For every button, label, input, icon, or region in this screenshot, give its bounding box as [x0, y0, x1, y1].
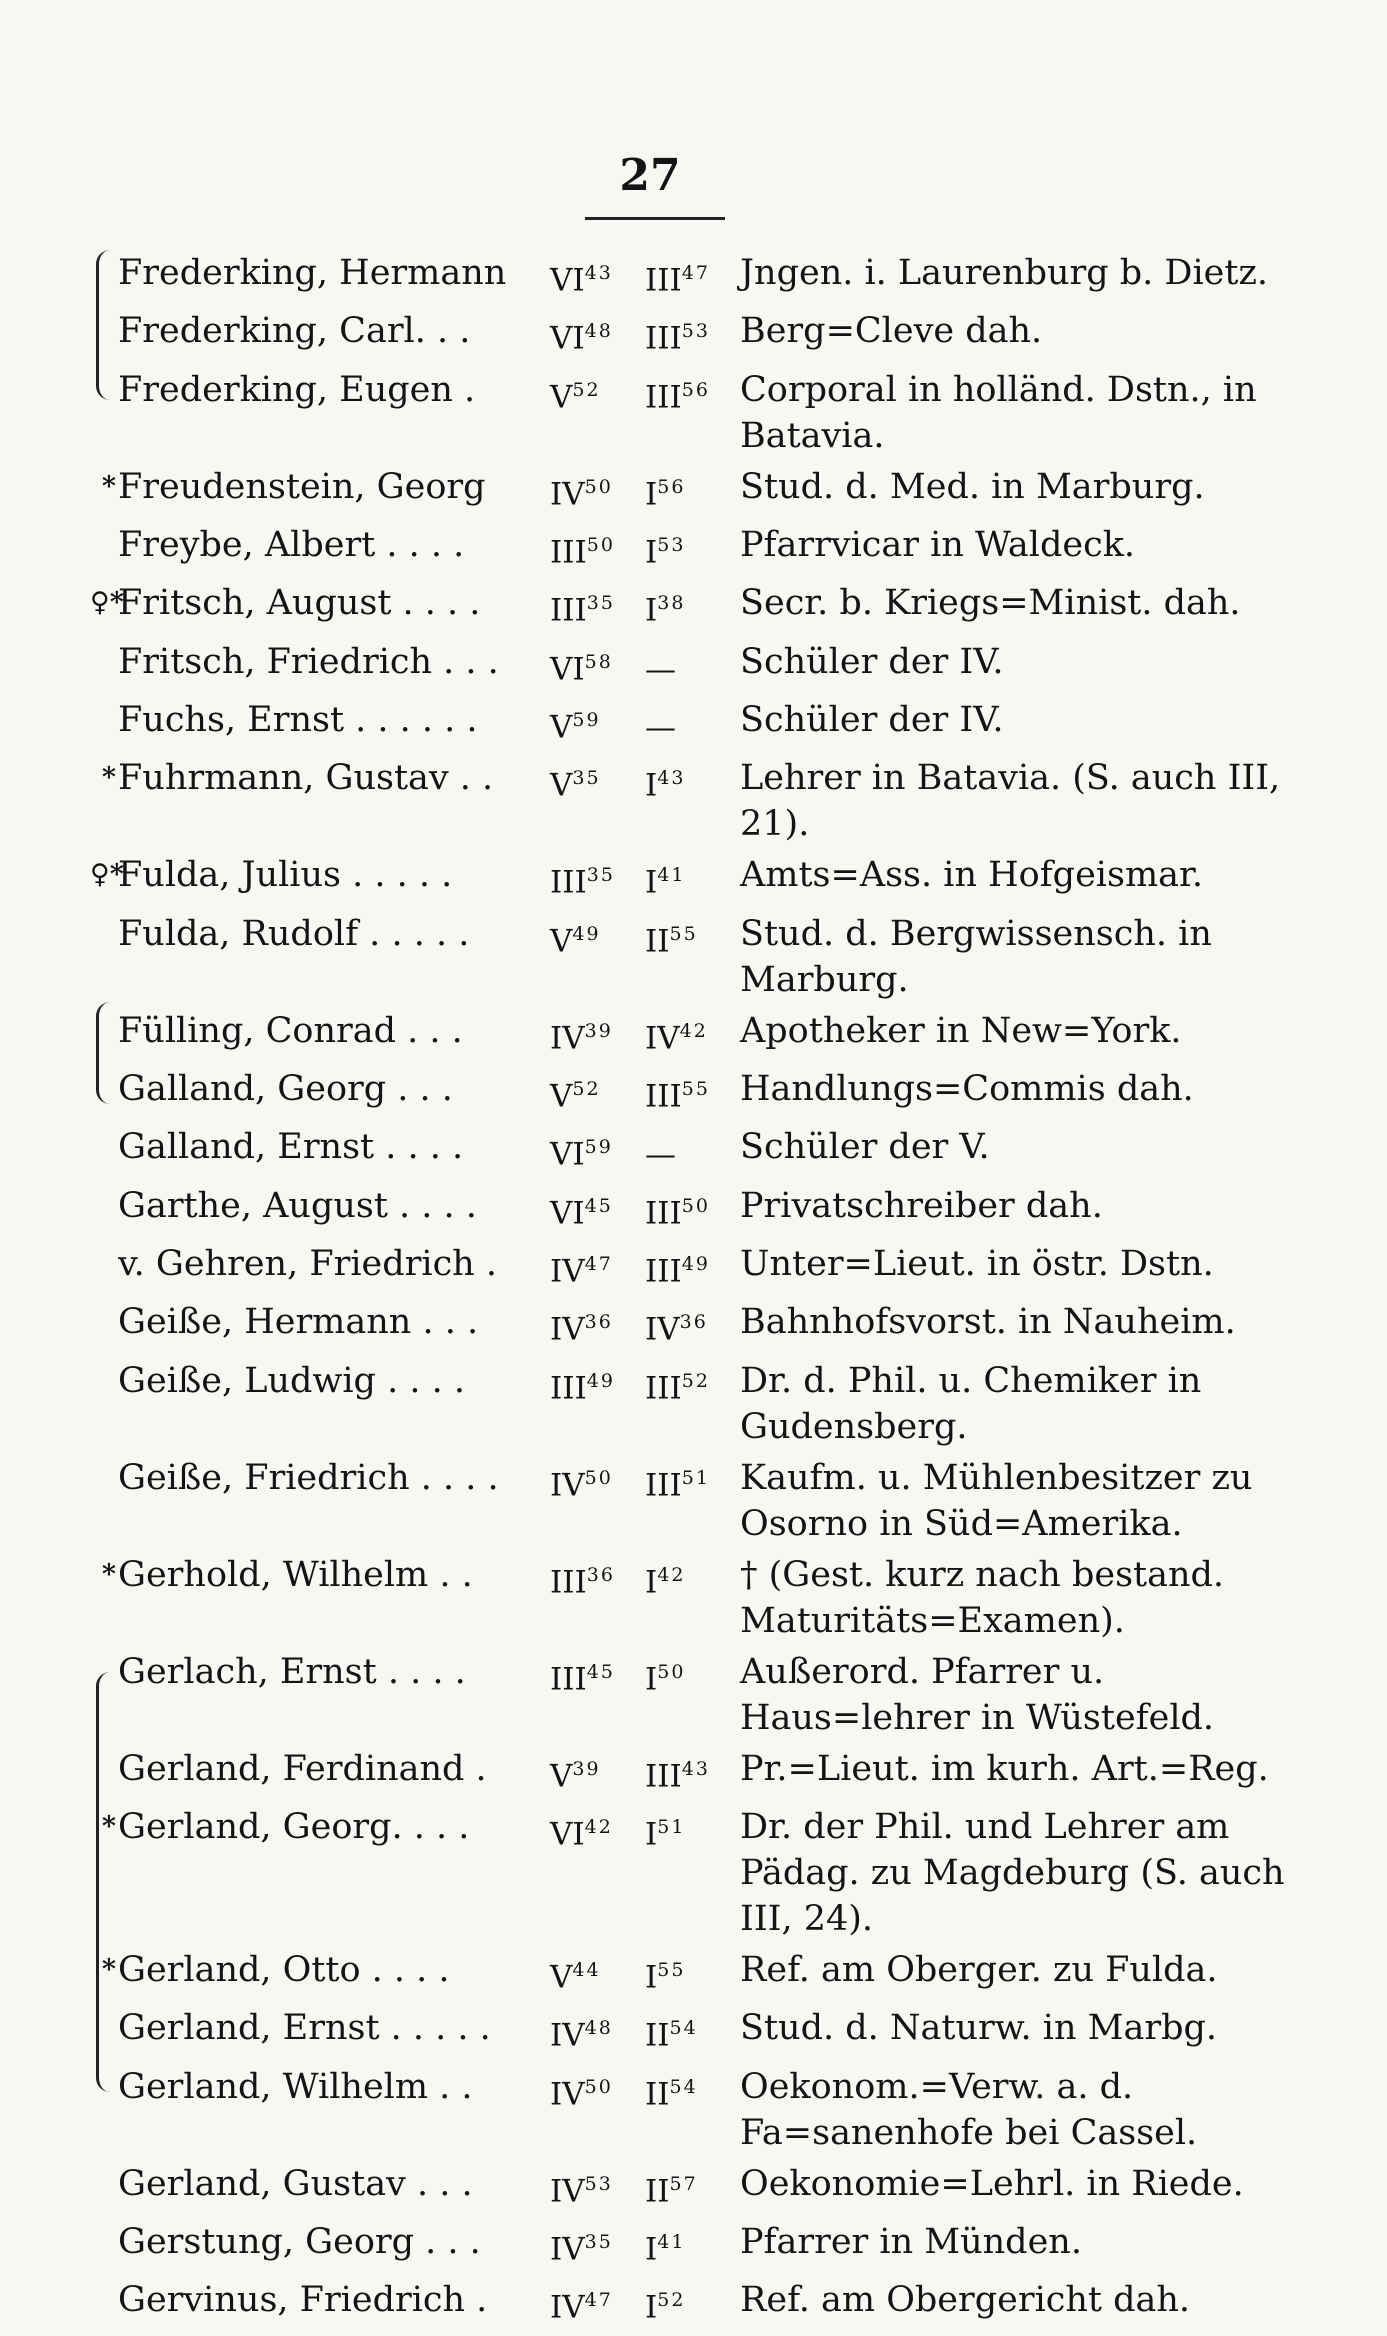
- register-entry: [90, 2277, 1330, 2330]
- student-status: † (Gest. kurz nach bestand. Maturitäts=Examen).: [740, 1554, 1225, 1641]
- register-entry: [90, 2219, 1330, 2272]
- exit-class: [645, 2005, 740, 2058]
- entry-class-label: VI: [550, 1194, 585, 1231]
- entry-class: [550, 852, 645, 905]
- student-status: Lehrer in Batavia. (S. auch III, 21).: [740, 758, 1281, 845]
- register-entry: [90, 580, 1330, 633]
- exit-class-year: 38: [657, 592, 686, 615]
- entry-class-label: V: [550, 709, 573, 746]
- entry-class: [550, 1299, 645, 1352]
- student-status: Schüler der V.: [740, 1127, 990, 1168]
- entry-class-year: 45: [584, 1194, 613, 1217]
- student-name: Galland, Georg . . .: [118, 1068, 453, 1109]
- entry-class: [550, 1241, 645, 1294]
- entry-class-label: IV: [550, 1253, 585, 1290]
- exit-class-label: I: [645, 2289, 658, 2326]
- entry-marker: *: [101, 470, 116, 502]
- exit-class-label: III: [645, 320, 682, 357]
- exit-class-label: II: [645, 2017, 670, 2054]
- exit-class: [645, 308, 740, 361]
- exit-class-label: III: [645, 1078, 682, 1115]
- exit-class: [645, 2064, 740, 2117]
- exit-class-label: III: [645, 1757, 682, 1794]
- student-status: Schüler der IV.: [740, 699, 1004, 740]
- exit-class: [645, 250, 740, 303]
- student-name: Geiße, Friedrich . . . .: [118, 1457, 499, 1498]
- student-status: Stud. d. Bergwissensch. in Marburg.: [740, 913, 1212, 1000]
- register-entry: [90, 1649, 1330, 1741]
- student-status: Bahnhofsvorst. in Nauheim.: [740, 1302, 1236, 1343]
- exit-class-label: I: [645, 1563, 658, 1600]
- exit-class-year: 55: [669, 922, 698, 945]
- entry-class-label: V: [550, 1959, 573, 1996]
- entry-class-label: IV: [550, 2289, 585, 2326]
- entry-marker: *: [101, 1558, 116, 1590]
- entry-marker: *: [101, 762, 116, 794]
- register-entry: [90, 852, 1330, 905]
- exit-class: [645, 1066, 740, 1119]
- exit-class: [645, 1299, 740, 1352]
- exit-class-label: I: [645, 534, 658, 571]
- exit-class: [645, 580, 740, 633]
- entry-class-year: 47: [584, 2289, 613, 2312]
- student-status: Ref. am Obergericht dah.: [740, 2280, 1191, 2321]
- entry-class-label: VI: [550, 1136, 585, 1173]
- student-name: v. Gehren, Friedrich .: [118, 1243, 497, 1284]
- student-status: Außerord. Pfarrer u. Haus=lehrer in Wüstefeld.: [740, 1651, 1215, 1738]
- student-status: Dr. der Phil. und Lehrer am Pädag. zu Magdeburg (S. auch III, 24).: [740, 1806, 1285, 1939]
- exit-class-label: III: [645, 378, 682, 415]
- register-entry: [90, 367, 1330, 459]
- exit-class-label: III: [645, 1253, 682, 1290]
- entry-class-label: IV: [550, 1019, 585, 1056]
- exit-class-year: 55: [681, 1077, 710, 1100]
- register-entry: [90, 697, 1330, 750]
- register-entry: [90, 2005, 1330, 2058]
- student-status: Amts=Ass. in Hofgeismar.: [740, 855, 1204, 896]
- entry-class-label: VI: [550, 650, 585, 687]
- entry-class: [550, 2277, 645, 2330]
- register-entry: [90, 250, 1330, 303]
- entry-class-year: 52: [572, 378, 601, 401]
- page-number: 27: [619, 150, 681, 201]
- exit-class-year: 54: [669, 2017, 698, 2040]
- exit-class-label: I: [645, 475, 658, 512]
- exit-class: [645, 1552, 740, 1605]
- entry-class-label: IV: [550, 2017, 585, 2054]
- entry-marker: ♀*: [90, 587, 124, 619]
- exit-class-label: I: [645, 592, 658, 629]
- entry-class-year: 48: [584, 2017, 613, 2040]
- entry-class-label: VI: [550, 1816, 585, 1853]
- exit-class-year: 42: [679, 1019, 708, 1042]
- entry-class-year: 53: [584, 2172, 613, 2195]
- entry-class-year: 45: [586, 1660, 615, 1683]
- student-name: Frederking, Carl. . .: [118, 311, 471, 352]
- exit-class: [645, 1183, 740, 1236]
- student-status: Oekonom.=Verw. a. d. Fa=sanenhofe bei Cassel.: [740, 2066, 1198, 2153]
- student-status: Kaufm. u. Mühlenbesitzer zu Osorno in Süd=Amerika.: [740, 1457, 1253, 1544]
- exit-class-label: I: [645, 1959, 658, 1996]
- exit-class-year: 55: [657, 1958, 686, 1981]
- register-entry: [90, 464, 1330, 517]
- exit-class-year: 41: [657, 864, 686, 887]
- exit-class: [645, 1804, 740, 1857]
- entry-class-label: III: [550, 864, 587, 901]
- entry-class: [550, 1124, 645, 1177]
- entry-class: [550, 2219, 645, 2272]
- student-name: Gerland, Wilhelm . .: [118, 2066, 473, 2107]
- entry-class-year: 36: [584, 1311, 613, 1334]
- exit-class-label: I: [645, 1660, 658, 1697]
- exit-class-year: 42: [657, 1563, 686, 1586]
- student-name: Galland, Ernst . . . .: [118, 1127, 464, 1168]
- exit-class: [645, 2161, 740, 2214]
- exit-class: [645, 755, 740, 808]
- student-status: Handlungs=Commis dah.: [740, 1068, 1194, 1109]
- entry-class-label: V: [550, 767, 573, 804]
- student-status: Pfarrvicar in Waldeck.: [740, 524, 1136, 565]
- entry-class-year: 44: [572, 1958, 601, 1981]
- exit-class: [645, 1241, 740, 1294]
- exit-class-year: 41: [657, 2230, 686, 2253]
- student-name: Geiße, Ludwig . . . .: [118, 1360, 465, 1401]
- entry-class-year: 49: [586, 1369, 615, 1392]
- student-status: Schüler der IV.: [740, 641, 1004, 682]
- register-entry: [90, 1804, 1330, 1942]
- register-entry: [90, 1947, 1330, 2000]
- entry-class-label: V: [550, 1078, 573, 1115]
- entry-class: [550, 522, 645, 575]
- student-name: Freudenstein, Georg: [118, 466, 486, 507]
- entry-class-year: 59: [572, 708, 601, 731]
- student-name: Frederking, Hermann: [118, 253, 507, 293]
- entry-class: [550, 308, 645, 361]
- entry-class-year: 50: [584, 2075, 613, 2098]
- entry-class-label: V: [550, 922, 573, 959]
- exit-class: [645, 1124, 740, 1177]
- register-entry: [90, 639, 1330, 692]
- entry-class-year: 47: [584, 1252, 613, 1275]
- exit-class-label: —: [645, 650, 676, 687]
- entry-class: [550, 1746, 645, 1799]
- exit-class-label: III: [645, 1194, 682, 1231]
- entry-class: [550, 911, 645, 964]
- student-name: Gerhold, Wilhelm . .: [118, 1554, 473, 1595]
- exit-class: [645, 2277, 740, 2330]
- entry-class-label: IV: [550, 475, 585, 512]
- entry-class: [550, 2005, 645, 2058]
- entry-class-label: III: [550, 1369, 587, 1406]
- exit-class: [645, 367, 740, 420]
- student-name: Gerland, Ernst . . . . .: [118, 2008, 491, 2049]
- register-entry: [90, 911, 1330, 1003]
- entry-marker: ♀*: [90, 859, 124, 891]
- student-status: Unter=Lieut. in östr. Dstn.: [740, 1243, 1214, 1284]
- exit-class-label: III: [645, 262, 682, 299]
- exit-class: [645, 1746, 740, 1799]
- exit-class-year: 50: [681, 1194, 710, 1217]
- entry-class: [550, 2161, 645, 2214]
- entry-class-label: III: [550, 1660, 587, 1697]
- entry-class-label: V: [550, 1757, 573, 1794]
- register-entry: [90, 1008, 1330, 1061]
- student-name: Fulda, Julius . . . . .: [118, 855, 453, 896]
- entry-class: [550, 464, 645, 517]
- entry-class: [550, 1358, 645, 1411]
- student-status: Privatschreiber dah.: [740, 1185, 1103, 1226]
- entry-class-year: 50: [586, 533, 615, 556]
- entry-class-year: 39: [572, 1757, 601, 1780]
- exit-class-year: 53: [657, 533, 686, 556]
- page-number-rule: [585, 217, 725, 220]
- student-name: Fülling, Conrad . . .: [118, 1010, 463, 1051]
- exit-class-label: I: [645, 2231, 658, 2268]
- exit-class-label: II: [645, 2172, 670, 2209]
- exit-class-year: 43: [657, 767, 686, 790]
- entry-class: [550, 250, 645, 303]
- student-name: Gerland, Otto . . . .: [118, 1949, 450, 1990]
- exit-class-year: 52: [657, 2289, 686, 2312]
- student-register: [90, 250, 1330, 2336]
- student-name: Fuchs, Ernst . . . . . .: [118, 699, 478, 740]
- entry-class-year: 42: [584, 1815, 613, 1838]
- entry-class: [550, 1947, 645, 2000]
- entry-class-year: 52: [572, 1077, 601, 1100]
- register-entry: [90, 1299, 1330, 1352]
- student-name: Gervinus, Friedrich .: [118, 2280, 488, 2321]
- exit-class: [645, 697, 740, 750]
- entry-class-year: 59: [584, 1136, 613, 1159]
- entry-class-label: III: [550, 534, 587, 571]
- student-name: Gerland, Ferdinand .: [118, 1748, 487, 1789]
- student-name: Gerland, Gustav . . .: [118, 2163, 473, 2204]
- exit-class-year: 57: [669, 2172, 698, 2195]
- exit-class: [645, 1358, 740, 1411]
- exit-class: [645, 1455, 740, 1508]
- entry-marker: *: [101, 1810, 116, 1842]
- register-entry: [90, 1183, 1330, 1236]
- entry-class-year: 48: [584, 320, 613, 343]
- register-entry: [90, 755, 1330, 847]
- exit-class-label: I: [645, 1816, 658, 1853]
- student-status: Ref. am Oberger. zu Fulda.: [740, 1949, 1218, 1990]
- exit-class-label: IV: [645, 1019, 680, 1056]
- entry-class: [550, 1066, 645, 1119]
- exit-class-label: III: [645, 1369, 682, 1406]
- exit-class-label: II: [645, 2075, 670, 2112]
- student-name: Fritsch, Friedrich . . .: [118, 641, 499, 682]
- student-name: Fuhrmann, Gustav . .: [118, 758, 494, 799]
- student-name: Fulda, Rudolf . . . . .: [118, 913, 470, 954]
- entry-class-label: V: [550, 378, 573, 415]
- student-status: Pfarrer in Münden.: [740, 2221, 1082, 2262]
- exit-class-label: III: [645, 1466, 682, 1503]
- entry-class-label: IV: [550, 1466, 585, 1503]
- exit-class: [645, 464, 740, 517]
- exit-class-year: 51: [681, 1466, 710, 1489]
- entry-class: [550, 580, 645, 633]
- student-name: Freybe, Albert . . . .: [118, 524, 465, 565]
- student-status: Stud. d. Naturw. in Marbg.: [740, 2008, 1218, 2049]
- exit-class-year: 36: [679, 1311, 708, 1334]
- entry-class: [550, 1183, 645, 1236]
- student-name: Gerlach, Ernst . . . .: [118, 1651, 466, 1692]
- entry-class: [550, 1455, 645, 1508]
- entry-class-year: 35: [572, 767, 601, 790]
- exit-class-year: 54: [669, 2075, 698, 2098]
- student-status: Jngen. i. Laurenburg b. Dietz.: [740, 253, 1269, 293]
- exit-class-year: 50: [657, 1660, 686, 1683]
- entry-class-year: 43: [584, 262, 613, 284]
- entry-class-year: 49: [572, 922, 601, 945]
- student-status: Stud. d. Med. in Marburg.: [740, 466, 1205, 507]
- register-entry: [90, 1066, 1330, 1119]
- entry-class: [550, 2064, 645, 2117]
- exit-class-label: —: [645, 709, 676, 746]
- register-entry: [90, 1241, 1330, 1294]
- entry-class-label: III: [550, 592, 587, 629]
- entry-class-label: IV: [550, 2172, 585, 2209]
- entry-class-label: III: [550, 1563, 587, 1600]
- student-status: Apotheker in New=York.: [740, 1010, 1182, 1051]
- exit-class: [645, 1008, 740, 1061]
- student-status: Dr. d. Phil. u. Chemiker in Gudensberg.: [740, 1360, 1202, 1447]
- exit-class-label: II: [645, 922, 670, 959]
- exit-class-year: 56: [657, 475, 686, 498]
- exit-class: [645, 852, 740, 905]
- register-entry: [90, 1124, 1330, 1177]
- register-entry: [90, 2064, 1330, 2156]
- entry-class-label: VI: [550, 320, 585, 357]
- exit-class: [645, 522, 740, 575]
- entry-class: [550, 697, 645, 750]
- register-entry: [90, 308, 1330, 361]
- exit-class-year: 53: [681, 320, 710, 343]
- entry-class: [550, 755, 645, 808]
- entry-class-label: VI: [550, 262, 585, 299]
- entry-class: [550, 1008, 645, 1061]
- student-name: Frederking, Eugen .: [118, 369, 476, 410]
- exit-class: [645, 639, 740, 692]
- entry-class: [550, 1552, 645, 1605]
- entry-class-year: 58: [584, 650, 613, 673]
- exit-class-label: —: [645, 1136, 676, 1173]
- exit-class-label: IV: [645, 1311, 680, 1348]
- student-status: Secr. b. Kriegs=Minist. dah.: [740, 583, 1241, 624]
- student-status: Berg=Cleve dah.: [740, 311, 1043, 352]
- entry-class: [550, 639, 645, 692]
- entry-class-year: 35: [584, 2230, 613, 2253]
- student-name: Garthe, August . . . .: [118, 1185, 477, 1226]
- entry-class: [550, 367, 645, 420]
- exit-class-year: 49: [681, 1252, 710, 1275]
- entry-class-year: 35: [586, 864, 615, 887]
- student-name: Fritsch, August . . . .: [118, 583, 481, 624]
- student-name: Geiße, Hermann . . .: [118, 1302, 479, 1343]
- register-entry: [90, 1358, 1330, 1450]
- exit-class-year: 43: [681, 1757, 710, 1780]
- entry-class-year: 36: [586, 1563, 615, 1586]
- student-name: Gerland, Georg. . . .: [118, 1806, 470, 1847]
- exit-class-year: 47: [681, 262, 710, 284]
- entry-class-label: IV: [550, 2075, 585, 2112]
- exit-class-label: I: [645, 767, 658, 804]
- exit-class: [645, 911, 740, 964]
- student-status: Oekonomie=Lehrl. in Riede.: [740, 2163, 1244, 2204]
- exit-class: [645, 1947, 740, 2000]
- register-entry: [90, 1455, 1330, 1547]
- student-status: Pr.=Lieut. im kurh. Art.=Reg.: [740, 1748, 1269, 1789]
- entry-class-year: 39: [584, 1019, 613, 1042]
- entry-class-label: IV: [550, 1311, 585, 1348]
- entry-class-year: 35: [586, 592, 615, 615]
- entry-class-year: 50: [584, 475, 613, 498]
- student-name: Gerstung, Georg . . .: [118, 2221, 481, 2262]
- entry-class: [550, 1804, 645, 1857]
- exit-class-year: 56: [681, 378, 710, 401]
- entry-class-label: IV: [550, 2231, 585, 2268]
- exit-class-label: I: [645, 864, 658, 901]
- register-entry: [90, 2161, 1330, 2214]
- exit-class-year: 51: [657, 1815, 686, 1838]
- entry-marker: *: [101, 1953, 116, 1985]
- student-status: Corporal in holländ. Dstn., in Batavia.: [740, 369, 1257, 456]
- entry-class: [550, 1649, 645, 1702]
- register-entry: [90, 1552, 1330, 1644]
- register-entry: [90, 522, 1330, 575]
- exit-class: [645, 1649, 740, 1702]
- entry-class-year: 50: [584, 1466, 613, 1489]
- register-entry: [90, 1746, 1330, 1799]
- exit-class-year: 52: [681, 1369, 710, 1392]
- exit-class: [645, 2219, 740, 2272]
